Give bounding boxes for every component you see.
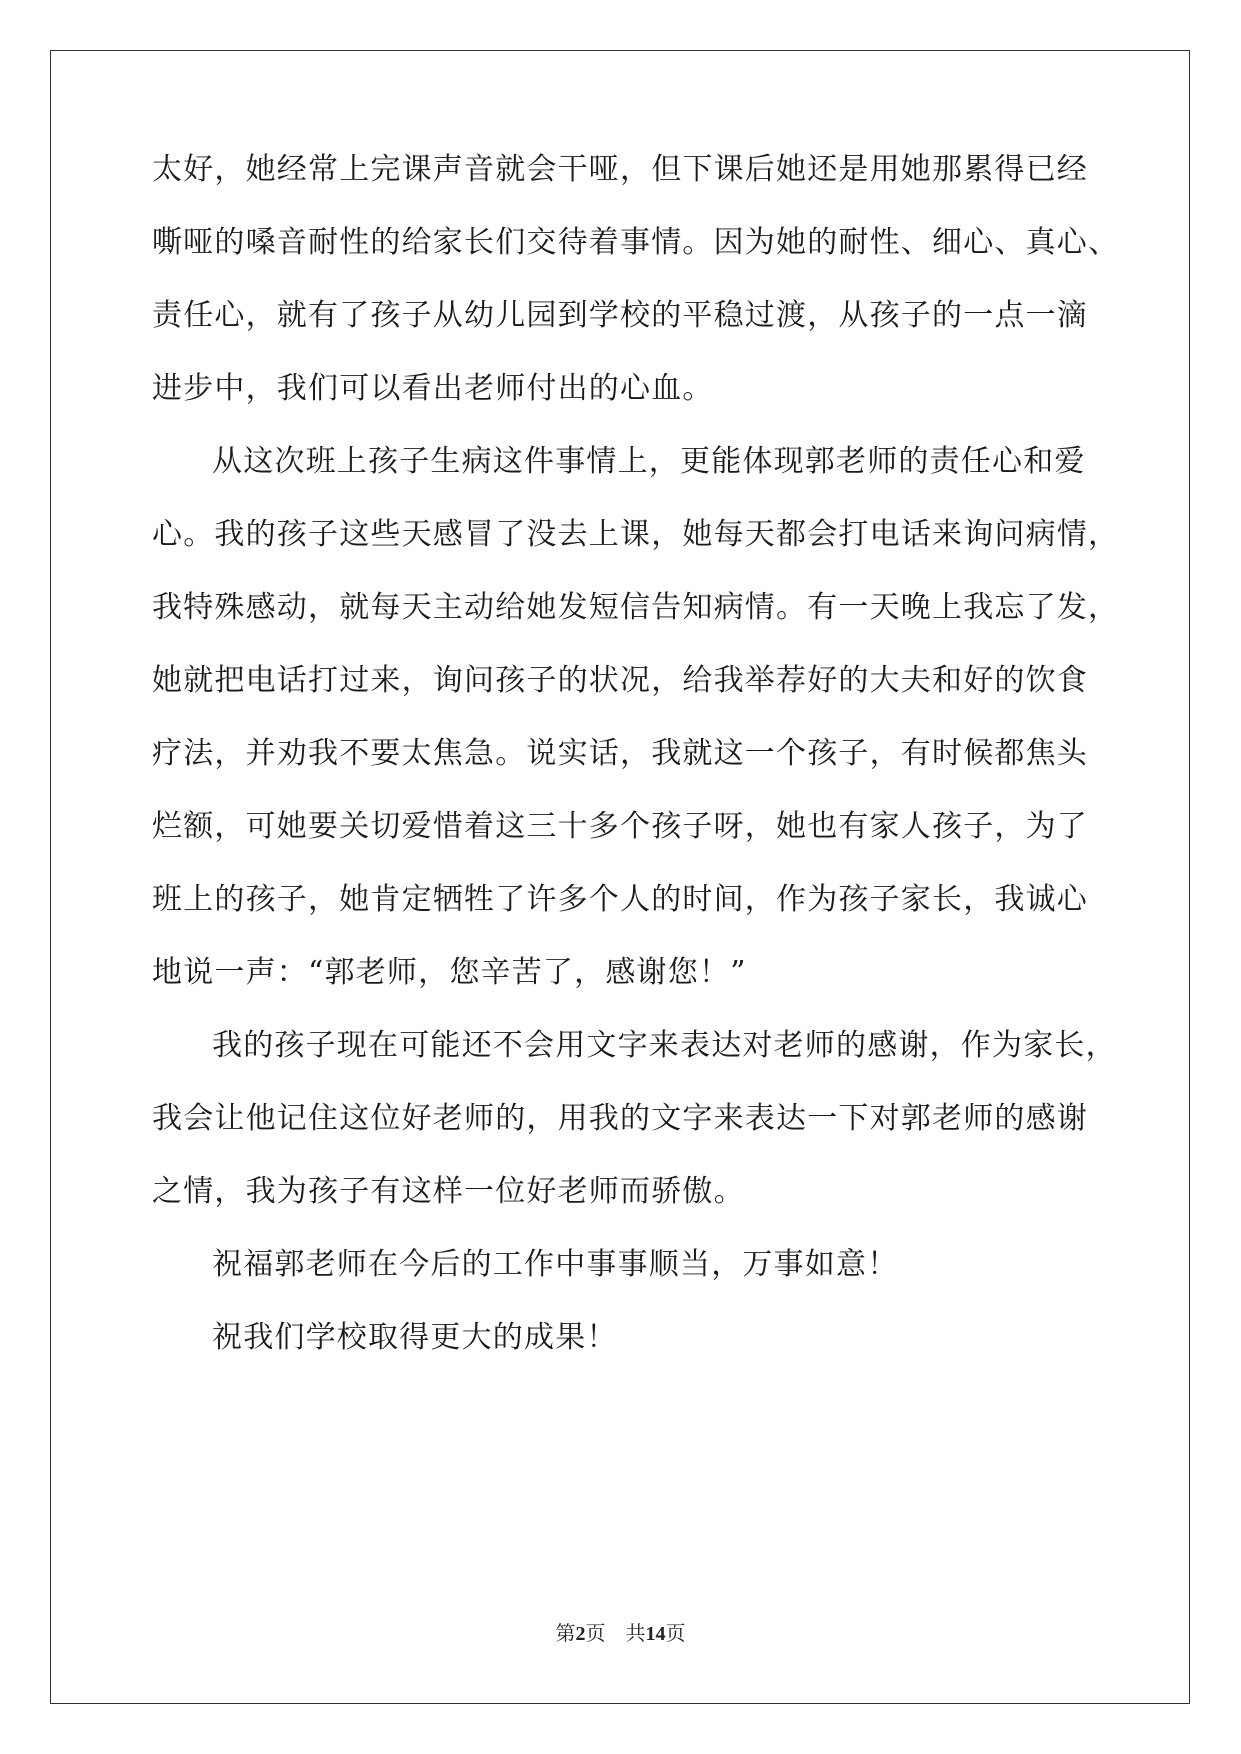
text-line: 进步中，我们可以看出老师付出的心血。 <box>152 371 714 406</box>
paragraph-first-line: 从这次班上孩子生病这件事情上，更能体现郭老师的责任心和爱 <box>212 444 1086 479</box>
paragraph-first-line: 祝我们学校取得更大的成果！ <box>212 1320 618 1355</box>
text-line: 地说一声：“郭老师，您辛苦了，感谢您！” <box>152 955 747 990</box>
page-prefix: 第 <box>555 1621 576 1645</box>
text-line: 疗法，并劝我不要太焦急。说实话，我就这一个孩子，有时候都焦头 <box>152 736 1088 771</box>
text-line: 她就把电话打过来，询问孩子的状况，给我举荐好的大夫和好的饮食 <box>152 663 1088 698</box>
text-line: 心。我的孩子这些天感冒了没去上课，她每天都会打电话来询问病情， <box>152 517 1120 552</box>
text-line: 之情，我为孩子有这样一位好老师而骄傲。 <box>152 1174 745 1209</box>
paragraph-first-line: 我的孩子现在可能还不会用文字来表达对老师的感谢，作为家长， <box>212 1028 1117 1063</box>
total-pages: 14 <box>645 1623 666 1645</box>
text-line: 太好，她经常上完课声音就会干哑，但下课后她还是用她那累得已经 <box>152 152 1088 187</box>
text-line: 我会让他记住这位好老师的，用我的文字来表达一下对郭老师的感谢 <box>152 1101 1088 1136</box>
page-number: 2 <box>575 1623 586 1645</box>
page-footer <box>0 1620 1241 1647</box>
page-suffix: 页 <box>585 1621 606 1645</box>
total-prefix: 共 <box>625 1621 646 1645</box>
paragraph-first-line: 祝福郭老师在今后的工作中事事顺当，万事如意！ <box>212 1247 899 1282</box>
text-line: 班上的孩子，她肯定牺牲了许多个人的时间，作为孩子家长，我诚心 <box>152 882 1088 917</box>
text-line: 我特殊感动，就每天主动给她发短信告知病情。有一天晚上我忘了发， <box>152 590 1120 625</box>
text-line: 烂额，可她要关切爱惜着这三十多个孩子呀，她也有家人孩子，为了 <box>152 809 1088 844</box>
total-suffix: 页 <box>665 1621 686 1645</box>
text-line: 责任心，就有了孩子从幼儿园到学校的平稳过渡，从孩子的一点一滴 <box>152 298 1088 333</box>
text-line: 嘶哑的嗓音耐性的给家长们交待着事情。因为她的耐性、细心、真心、 <box>152 225 1120 260</box>
